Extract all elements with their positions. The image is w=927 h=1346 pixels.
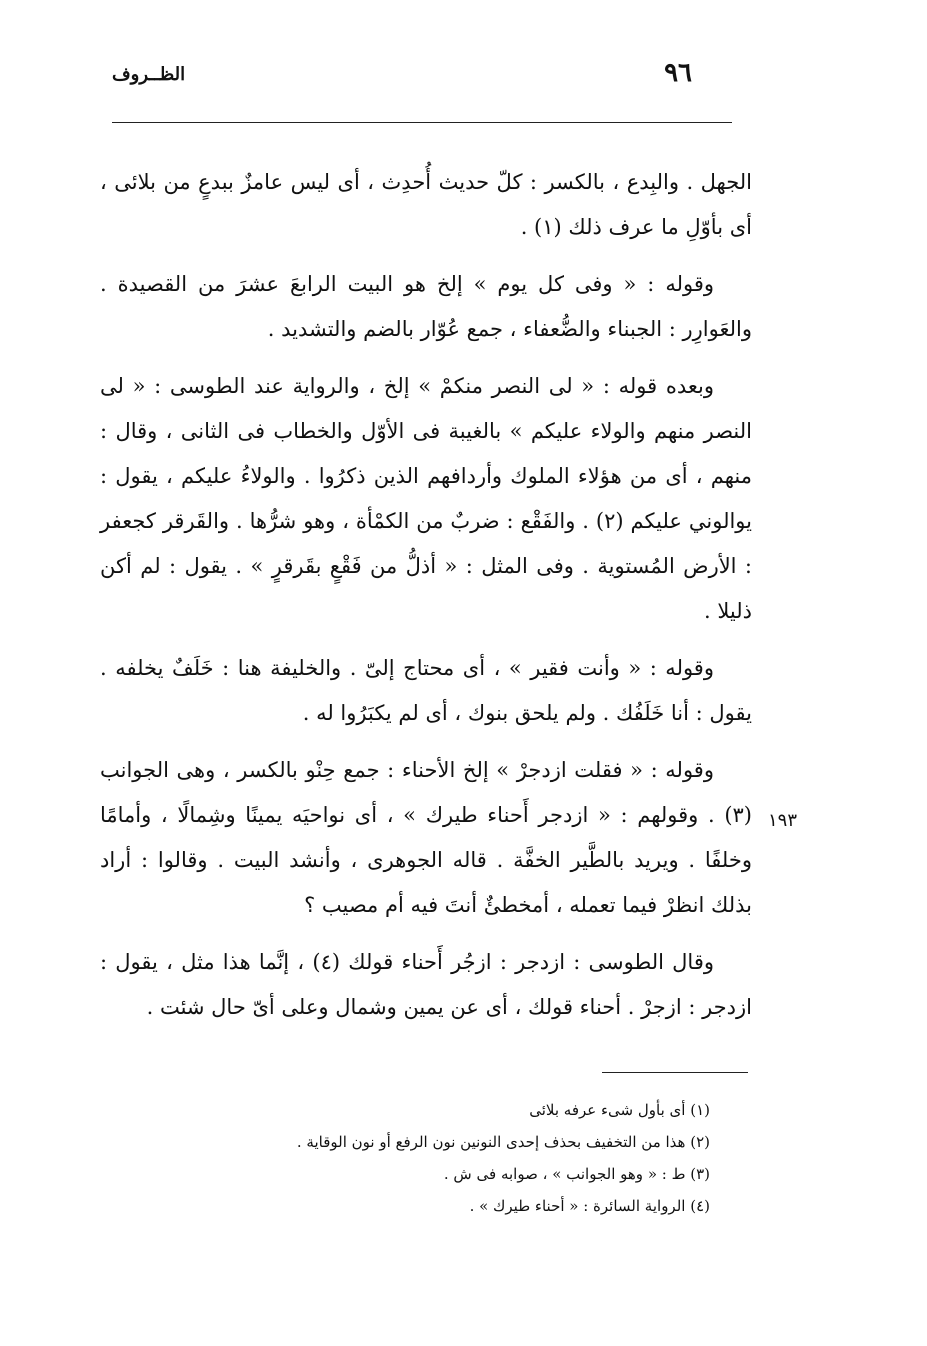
footnotes (150, 1094, 710, 1222)
page-number: ٩٦ (664, 58, 692, 88)
paragraph: وقوله : « وأنت فقير » ، أى محتاج إلىّ . والخليفة هنا : خَلَفٌ يخلفه . يقول : أنا خَلَفُك . ولم يلحق بنوك ، أى لم يكبَرُوا له . (100, 656, 752, 725)
footnote: (١) أى بأول شىء عرفه بلائى (529, 1101, 710, 1119)
margin-reference-number: ١٩٣ (768, 810, 798, 831)
footnote: (٣) ط : « وهو الجوانب » ، صوابه فى ش . (443, 1165, 710, 1183)
paragraph: وقوله : « فقلت ازدجرْ » إلخ الأحناء : جمع حِنْو بالكسر ، وهى الجوانب (٣) . وقولهم : « ازدجر أَحناء طيرك » ، أى نواحيَه يمينًا وشِمالًا ، وأمامًا وخلفًا . ويريد بالطَّير الخفَّة . قاله الجوهرى ، وأنشد البيت . وقالوا : أراد بذلك انظرْ فيما تعمله ، أمخطئٌ أنتَ فيه أم مصيب ؟ (100, 758, 752, 917)
header-divider (112, 122, 732, 123)
footnote: (٤) الرواية السائرة : « أحناء طيرك » . (469, 1197, 710, 1215)
page-header (112, 58, 732, 98)
paragraph: الجهل . والبِدع ، بالكسر : كلّ حديث أُحدِث ، أى ليس عامزٌ ببدعٍ من بلائى ، أى بأوّلِ ما عرف ذلك (١) . (100, 170, 752, 239)
footnote-divider (602, 1072, 748, 1073)
running-title: الظــروف (112, 64, 186, 85)
main-text (100, 160, 752, 1042)
paragraph: وقوله : « وفى كل يوم » إلخ هو البيت الرابعَ عشرَ من القصيدة . والعَوارِر : الجبناء والضُّعفاء ، جمع عُوّار بالضم والتشديد . (100, 272, 752, 341)
footnote: (٢) هذا من التخفيف بحذف إحدى النونين نون الرفع أو نون الوقاية . (296, 1133, 710, 1151)
paragraph: وقال الطوسى : ازدجر : ازجُر أَحناء قولك (٤) ، إنَّما هذا مثل ، يقول : ازدجر : ازجرْ . أحناء قولك ، أى عن يمين وشمال وعلى أىّ حال شئت . (100, 950, 752, 1019)
paragraph: وبعده قوله : « لى النصر منكمْ » إلخ ، والرواية عند الطوسى : « لى النصر منهم والولاء عليكم » بالغيبة فى الأوّل والخطاب فى الثانى ، وقال : منهم ، أى من هؤلاء الملوك وأردافهم الذين ذكرُوا . والولاءُ عليكم ، يقول : يوالوني عليكم (٢) . والفَقْع : ضربٌ من الكمْأة ، وهو شرُّها . والقَرقر كجعفر : الأرض المُستوية . وفى المثل : « أذلُّ من فَقْعٍ بقَرقرٍ » . يقول : لم أكن ذليلا . (100, 374, 752, 623)
